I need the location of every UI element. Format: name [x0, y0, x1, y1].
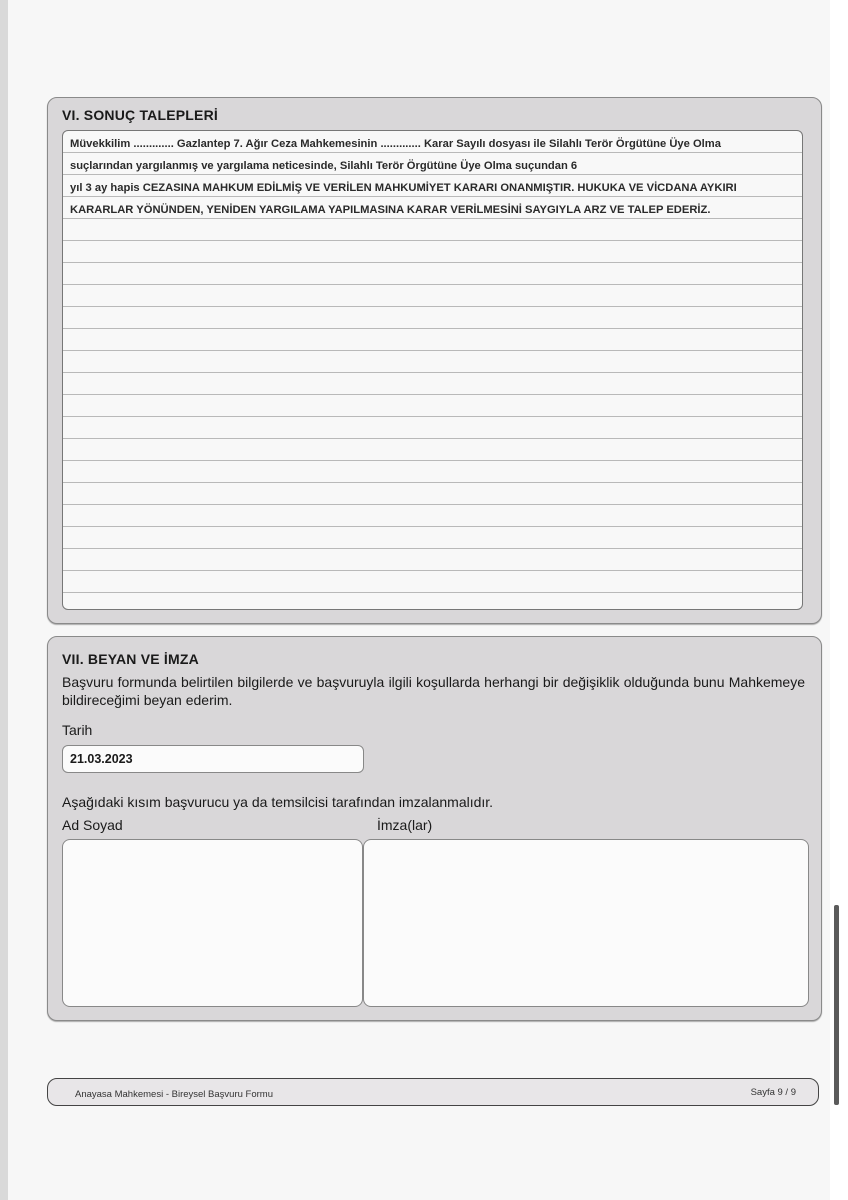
- section-results-requests: [47, 97, 822, 624]
- sign-instruction: Aşağıdaki kısım başvurucu ya da temsilcisi tarafından imzalanmalıdır.: [62, 794, 494, 810]
- results-text-area[interactable]: [62, 130, 803, 610]
- date-value: 21.03.2023: [70, 752, 133, 766]
- date-field[interactable]: [62, 745, 364, 773]
- text-line: KARARLAR YÖNÜNDEN, YENİDEN YARGILAMA YAPILMASINA KARAR VERİLMESİNİ SAYGIYLA ARZ VE TALEP EDERİZ.: [70, 204, 711, 216]
- signature-label: İmza(lar): [377, 817, 433, 833]
- text-line: Müvekkilim ............. Gazlantep 7. Ağır Ceza Mahkemesinin ............. Karar Sayılı dosyası ile Silahlı Terör Örgütüne Üye Olma: [70, 138, 721, 150]
- footer-page-number: Sayfa 9 / 9: [750, 1087, 796, 1098]
- scan-edge-right: [830, 0, 848, 1200]
- page-footer: [47, 1078, 819, 1106]
- section-title: VI. SONUÇ TALEPLERİ: [62, 107, 218, 123]
- text-line: suçlarından yargılanmış ve yargılama neticesinde, Silahlı Terör Örgütüne Üye Olma suçundan 6: [70, 160, 578, 172]
- declaration-text: Başvuru formunda belirtilen bilgilerde ve başvuruyla ilgili koşullarda herhangi bir değişiklik olduğunda bunu Mahkemeye bildireceğimi beyan ederim.: [62, 674, 805, 708]
- text-line: yıl 3 ay hapis CEZASINA MAHKUM EDİLMİŞ VE VERİLEN MAHKUMİYET KARARI ONANMIŞTIR. HUKUKA VE VİCDANA AYKIRI: [70, 182, 737, 194]
- results-text: [70, 133, 795, 221]
- name-field[interactable]: [62, 839, 363, 1007]
- section-declaration-signature: [47, 636, 822, 1021]
- scan-mark: [834, 905, 839, 1105]
- section-title: VII. BEYAN VE İMZA: [62, 651, 199, 667]
- name-label: Ad Soyad: [62, 817, 123, 833]
- date-label: Tarih: [62, 722, 93, 738]
- footer-form-name: Anayasa Mahkemesi - Bireysel Başvuru Formu: [75, 1089, 273, 1100]
- scan-edge-left: [0, 0, 8, 1200]
- signature-field[interactable]: [363, 839, 809, 1007]
